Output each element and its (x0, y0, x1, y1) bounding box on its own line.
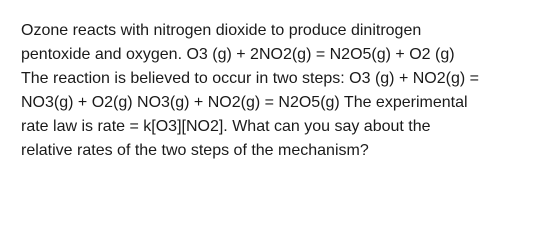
question-line-4: NO3(g) + O2(g) NO3(g) + NO2(g) = N2O5(g) The experimental (21, 94, 468, 111)
question-line-2: pentoxide and oxygen. O3 (g) + 2NO2(g) = N2O5(g) + O2 (g) (21, 46, 455, 63)
question-line-6: relative rates of the two steps of the mechanism? (21, 142, 369, 159)
question-text (21, 19, 551, 163)
question-line-5: rate law is rate = k[O3][NO2]. What can you say about the (21, 118, 431, 135)
question-line-3: The reaction is believed to occur in two steps: O3 (g) + NO2(g) = (21, 70, 479, 87)
question-line-1: Ozone reacts with nitrogen dioxide to produce dinitrogen (21, 22, 422, 39)
